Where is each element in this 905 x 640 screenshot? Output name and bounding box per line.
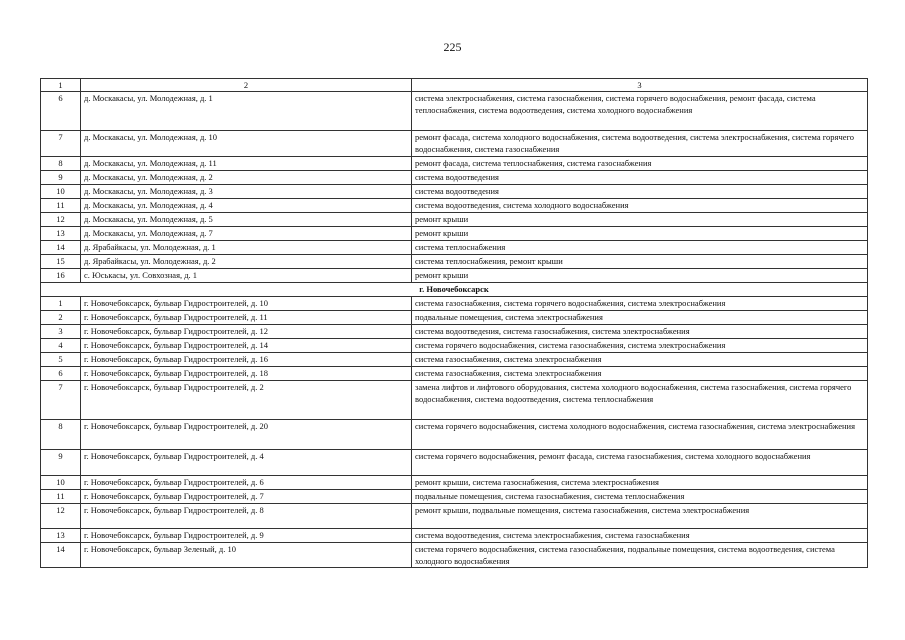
- row-works: подвальные помещения, система электроснабжения: [412, 311, 868, 325]
- table-row: [41, 367, 868, 381]
- table-row: [41, 476, 868, 490]
- row-works: замена лифтов и лифтового оборудования, система холодного водоснабжения, система газоснабжения, система горячего водоснабжения, система водоотведения, система теплоснабжения: [412, 381, 868, 420]
- row-number: 10: [41, 185, 81, 199]
- row-address: д. Москакасы, ул. Молодежная, д. 2: [81, 171, 412, 185]
- row-number: 7: [41, 381, 81, 420]
- row-works: система водоотведения, система газоснабжения, система электроснабжения: [412, 325, 868, 339]
- table-row: [41, 171, 868, 185]
- row-address: г. Новочебоксарск, бульвар Гидростроителей, д. 8: [81, 504, 412, 529]
- row-works: система водоотведения: [412, 171, 868, 185]
- row-number: 14: [41, 241, 81, 255]
- row-address: г. Новочебоксарск, бульвар Гидростроителей, д. 2: [81, 381, 412, 420]
- row-address: г. Новочебоксарск, бульвар Гидростроителей, д. 7: [81, 490, 412, 504]
- row-number: 14: [41, 543, 81, 568]
- table-row: [41, 420, 868, 450]
- row-address: г. Новочебоксарск, бульвар Гидростроителей, д. 18: [81, 367, 412, 381]
- row-works: система электроснабжения, система газоснабжения, система горячего водоснабжения, ремонт фасада, система теплоснабжения, система водоотведения, система холодного водоснабжения: [412, 92, 868, 131]
- row-number: 10: [41, 476, 81, 490]
- row-works: система газоснабжения, система электроснабжения: [412, 353, 868, 367]
- row-number: 15: [41, 255, 81, 269]
- row-works: система теплоснабжения: [412, 241, 868, 255]
- row-number: 11: [41, 490, 81, 504]
- row-number: 5: [41, 353, 81, 367]
- row-works: система газоснабжения, система электроснабжения: [412, 367, 868, 381]
- row-address: д. Ярабайкасы, ул. Молодежная, д. 1: [81, 241, 412, 255]
- table-row: [41, 269, 868, 283]
- table-row: [41, 353, 868, 367]
- row-address: г. Новочебоксарск, бульвар Гидростроителей, д. 9: [81, 529, 412, 543]
- row-address: г. Новочебоксарск, бульвар Гидростроителей, д. 4: [81, 450, 412, 476]
- row-number: 9: [41, 171, 81, 185]
- row-number: 7: [41, 131, 81, 157]
- table-row: [41, 241, 868, 255]
- header-col-number: 1: [41, 79, 81, 92]
- table-row: [41, 213, 868, 227]
- row-number: 8: [41, 157, 81, 171]
- table-row: [41, 255, 868, 269]
- row-works: система газоснабжения, система горячего водоснабжения, система электроснабжения: [412, 297, 868, 311]
- row-number: 9: [41, 450, 81, 476]
- row-works: система водоотведения, система электроснабжения, система газоснабжения: [412, 529, 868, 543]
- row-address: г. Новочебоксарск, бульвар Гидростроителей, д. 12: [81, 325, 412, 339]
- row-address: с. Юськасы, ул. Совхозная, д. 1: [81, 269, 412, 283]
- row-works: подвальные помещения, система газоснабжения, система теплоснабжения: [412, 490, 868, 504]
- row-number: 8: [41, 420, 81, 450]
- row-address: д. Москакасы, ул. Молодежная, д. 11: [81, 157, 412, 171]
- table-row: [41, 311, 868, 325]
- row-address: д. Москакасы, ул. Молодежная, д. 3: [81, 185, 412, 199]
- row-number: 1: [41, 297, 81, 311]
- address-works-table: [40, 78, 868, 568]
- section-title: г. Новочебоксарск: [41, 283, 868, 297]
- table-row: [41, 157, 868, 171]
- table-row: [41, 199, 868, 213]
- table-row: [41, 297, 868, 311]
- row-works: ремонт крыши: [412, 227, 868, 241]
- table-row: [41, 543, 868, 568]
- row-works: ремонт крыши: [412, 213, 868, 227]
- table-row: [41, 227, 868, 241]
- table-row: [41, 490, 868, 504]
- row-works: ремонт крыши, система газоснабжения, система электроснабжения: [412, 476, 868, 490]
- page-number: 225: [443, 40, 462, 54]
- row-address: г. Новочебоксарск, бульвар Гидростроителей, д. 10: [81, 297, 412, 311]
- row-works: система горячего водоснабжения, система газоснабжения, подвальные помещения, система водоотведения, система холодного водоснабжения: [412, 543, 868, 568]
- row-number: 4: [41, 339, 81, 353]
- row-address: г. Новочебоксарск, бульвар Гидростроителей, д. 6: [81, 476, 412, 490]
- row-works: система теплоснабжения, ремонт крыши: [412, 255, 868, 269]
- row-address: г. Новочебоксарск, бульвар Зеленый, д. 10: [81, 543, 412, 568]
- table-row: [41, 504, 868, 529]
- row-works: ремонт крыши: [412, 269, 868, 283]
- table-row: [41, 185, 868, 199]
- table-row: [41, 339, 868, 353]
- row-number: 6: [41, 367, 81, 381]
- row-number: 11: [41, 199, 81, 213]
- row-works: система водоотведения: [412, 185, 868, 199]
- section-header-row: [41, 283, 868, 297]
- header-col-address: 2: [81, 79, 412, 92]
- row-address: д. Москакасы, ул. Молодежная, д. 5: [81, 213, 412, 227]
- row-number: 6: [41, 92, 81, 131]
- table-row: [41, 529, 868, 543]
- row-address: д. Москакасы, ул. Молодежная, д. 4: [81, 199, 412, 213]
- row-number: 16: [41, 269, 81, 283]
- table-row: [41, 131, 868, 157]
- row-works: система горячего водоснабжения, система газоснабжения, система электроснабжения: [412, 339, 868, 353]
- row-works: ремонт фасада, система холодного водоснабжения, система водоотведения, система электроснабжения, система горячего водоснабжения, система газоснабжения: [412, 131, 868, 157]
- row-number: 3: [41, 325, 81, 339]
- row-address: г. Новочебоксарск, бульвар Гидростроителей, д. 14: [81, 339, 412, 353]
- row-address: д. Ярабайкасы, ул. Молодежная, д. 2: [81, 255, 412, 269]
- row-address: д. Москакасы, ул. Молодежная, д. 1: [81, 92, 412, 131]
- row-number: 12: [41, 213, 81, 227]
- row-number: 13: [41, 227, 81, 241]
- row-works: система водоотведения, система холодного водоснабжения: [412, 199, 868, 213]
- table-header-row: [41, 79, 868, 92]
- row-address: г. Новочебоксарск, бульвар Гидростроителей, д. 20: [81, 420, 412, 450]
- header-col-works: 3: [412, 79, 868, 92]
- row-works: система горячего водоснабжения, система холодного водоснабжения, система газоснабжения, система электроснабжения: [412, 420, 868, 450]
- table-row: [41, 450, 868, 476]
- table-row: [41, 381, 868, 420]
- row-address: д. Москакасы, ул. Молодежная, д. 10: [81, 131, 412, 157]
- row-address: г. Новочебоксарск, бульвар Гидростроителей, д. 11: [81, 311, 412, 325]
- row-works: система горячего водоснабжения, ремонт фасада, система газоснабжения, система холодного водоснабжения: [412, 450, 868, 476]
- row-address: д. Москакасы, ул. Молодежная, д. 7: [81, 227, 412, 241]
- row-address: г. Новочебоксарск, бульвар Гидростроителей, д. 16: [81, 353, 412, 367]
- table-row: [41, 92, 868, 131]
- row-number: 12: [41, 504, 81, 529]
- row-number: 2: [41, 311, 81, 325]
- table-row: [41, 325, 868, 339]
- row-works: ремонт крыши, подвальные помещения, система газоснабжения, система электроснабжения: [412, 504, 868, 529]
- row-works: ремонт фасада, система теплоснабжения, система газоснабжения: [412, 157, 868, 171]
- row-number: 13: [41, 529, 81, 543]
